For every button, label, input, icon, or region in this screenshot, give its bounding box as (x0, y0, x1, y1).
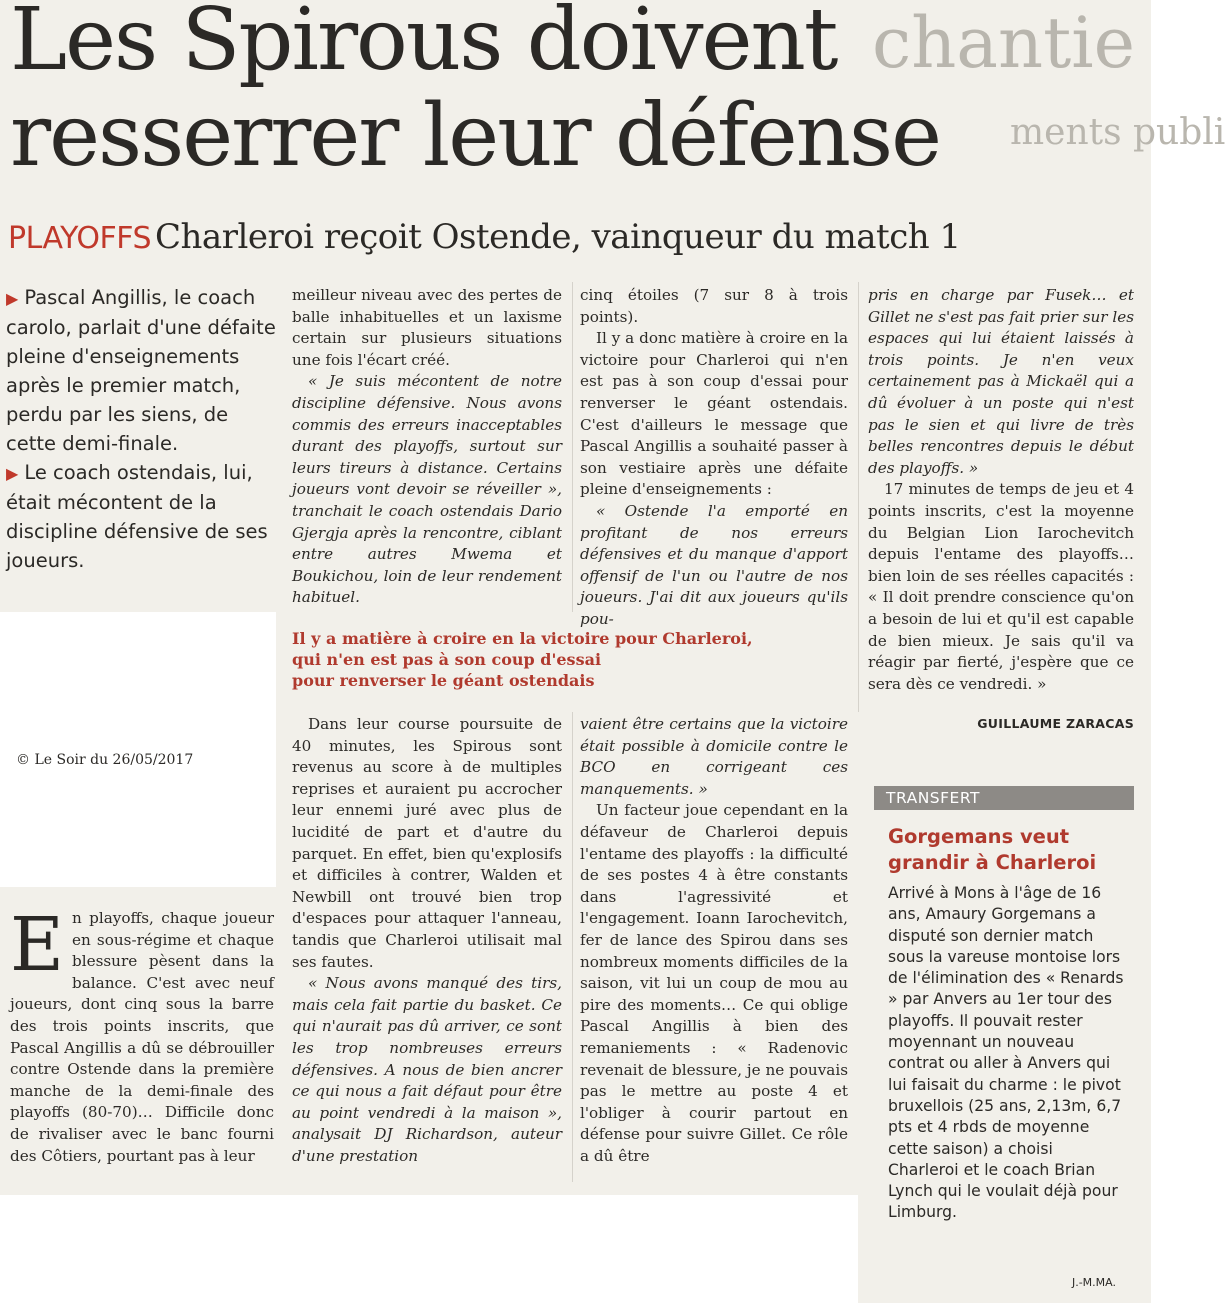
paragraph: meilleur niveau avec des pertes de balle inhabituelles et un laxisme certain sur plusieurs situations une fois l'écart créé. (292, 286, 562, 369)
column-4 (868, 285, 1134, 695)
box-tag: TRANSFERT (874, 786, 1134, 810)
triangle-bullet-icon: ▶ (6, 289, 19, 308)
ghost-heading: chantie (872, 2, 1136, 84)
quote-paragraph: « Nous avons manqué des tirs, mais cela fait partie du basket. Ce qui n'aurait pas dû arriver, ce sont les trop nombreuses erreurs défensives. A nous de bien ancrer ce qui nous a fait défaut pour être au point vendredi à la maison », analysait DJ Richardson, auteur d'une prestation (292, 974, 562, 1165)
box-body: Arrivé à Mons à l'âge de 16 ans, Amaury Gorgemans a disputé son dernier match sous la vareuse montoise lors de l'élimination des « Renards » par Anvers au 1er tour des playoffs. Il pouvait rester moyennant un nouveau contrat ou aller à Anvers qui lui faisait du charme : le pivot bruxellois (25 ans, 2,13m, 6,7 pts et 4 rbds de moyenne cette saison) a choisi Charleroi et le coach Brian Lynch qui le voulait déjà pour Limburg. (888, 884, 1124, 1222)
source-credit: © Le Soir du 26/05/2017 (16, 752, 194, 768)
column-rule (572, 282, 573, 612)
byline: GUILLAUME ZARACAS (977, 716, 1134, 731)
paragraph: Dans leur course poursuite de 40 minutes, les Spirous sont revenus au score à de multiples reprises et auraient pu accrocher leur ennemi juré avec plus de lucidité de part et d'autre du parquet. En effet, bien qu'explosifs et difficiles à contrer, Walden et Newbill ont trouvé bien trop d'espaces pour attaquer l'anneau, tandis que Charleroi utilisait mal ses fautes. (292, 715, 562, 971)
paragraph: 17 minutes de temps de jeu et 4 points inscrits, c'est la moyenne du Belgian Lion Iarochevitch depuis l'entame des playoffs… bien loin de ses réelles capacités : « Il doit prendre conscience qu'on a besoin de lui et qu'il est capable de bien mieux. Je sais qu'il va réagir par fierté, j'espère que ce sera dès ce vendredi. » (868, 480, 1134, 693)
quote-paragraph: « Ostende l'a emporté en profitant de nos erreurs défensives et du manque d'apport offensif de l'un ou l'autre de nos joueurs. J'ai dit aux joueurs qu'ils pou- (580, 501, 848, 628)
column-3-top (580, 285, 848, 631)
pull-quote-line: pour renverser le géant ostendais (292, 671, 595, 690)
column-3-bottom (580, 714, 848, 1167)
quote-paragraph: vaient être certains que la victoire était possible à domicile contre le BCO en corrigeant ces manquements. » (580, 715, 848, 798)
lead-paragraph: ▶ Pascal Angillis, le coach carolo, parlait d'une défaite pleine d'enseignements après le premier match, perdu par les siens, de cette demi-finale. (6, 286, 276, 455)
pull-quote-line: Il y a matière à croire en la victoire pour Charleroi, (292, 629, 753, 648)
column-2-bottom (292, 714, 562, 1167)
pull-quote-line: qui n'en est pas à son coup d'essai (292, 650, 602, 669)
drop-cap: E (10, 902, 65, 988)
box-signature: J.-M.MA. (1071, 1276, 1116, 1289)
column-1-bottom (10, 902, 274, 1167)
paragraph: Un facteur joue cependant en la défaveur de Charleroi depuis l'entame des playoffs : la difficulté de ses postes 4 à être constants dans l'agressivité et l'engagement. Ioann Iarochevitch, fer de lance des Spirou dans ses nombreux moments difficiles de la saison, vit lui un coup de mou au pire des moments… Ce qui oblige Pascal Angillis à bien des remaniements : « Radenovic revenait de blessure, je ne pouvais pas le mettre au poste 4 et l'obliger à courir partout en défense pour suivre Gillet. Ce rôle a dû être (580, 801, 848, 1165)
column-2-top (292, 285, 562, 609)
quote-paragraph: « Je suis mécontent de notre discipline défensive. Nous avons commis des erreurs inacceptables durant des playoffs, surtout sur leurs tireurs à distance. Certains joueurs vont devoir se réveiller », tranchait le coach ostendais Dario Gjergja après la rencontre, ciblant entre autres Mwema et Boukichou, loin de leur rendement habituel. (292, 372, 562, 607)
headline: Les Spirous doivent resserrer leur défense (10, 0, 941, 186)
column-rule (858, 282, 859, 712)
triangle-bullet-icon: ▶ (6, 464, 19, 483)
ghost-subheading: ments publi (1010, 112, 1225, 153)
subtitle: Charleroi reçoit Ostende, vainqueur du match 1 (155, 217, 961, 257)
pull-quote (292, 628, 852, 691)
lead-summary (6, 283, 278, 575)
box-title: Gorgemans veut grandir à Charleroi (888, 825, 1097, 874)
column-rule (572, 712, 573, 1182)
subheadline (8, 217, 961, 257)
lead-paragraph: ▶ Le coach ostendais, lui, était mécontent de la discipline défensive de ses joueurs. (6, 461, 268, 572)
kicker: PLAYOFFS (8, 221, 152, 256)
paragraph: n playoffs, chaque joueur en sous-régime et chaque blessure pèsent dans la balance. C'est avec neuf joueurs, dont cinq sous la barre des trois points inscrits, que Pascal Angillis a dû se débrouiller contre Ostende dans la première manche de la demi-finale des playoffs (80-70)… Difficile donc de rivaliser avec le banc fourni des Côtiers, pourtant pas à leur (10, 909, 274, 1165)
paragraph: cinq étoiles (7 sur 8 à trois points). (580, 286, 848, 326)
quote-paragraph: pris en charge par Fusek… et Gillet ne s'est pas fait prier sur les espaces qui lui étaient laissés à trois points. Je n'en veux certainement pas à Mickaël qui a dû évoluer à un poste qui n'est pas le sien et qui livre de très belles rencontres depuis le début des playoffs. » (868, 286, 1134, 477)
paragraph: Il y a donc matière à croire en la victoire pour Charleroi qui n'en est pas à son coup d'essai pour renverser le géant ostendais. C'est d'ailleurs le message que Pascal Angillis a souhaité passer à son vestiaire après une défaite pleine d'enseignements : (580, 329, 848, 499)
